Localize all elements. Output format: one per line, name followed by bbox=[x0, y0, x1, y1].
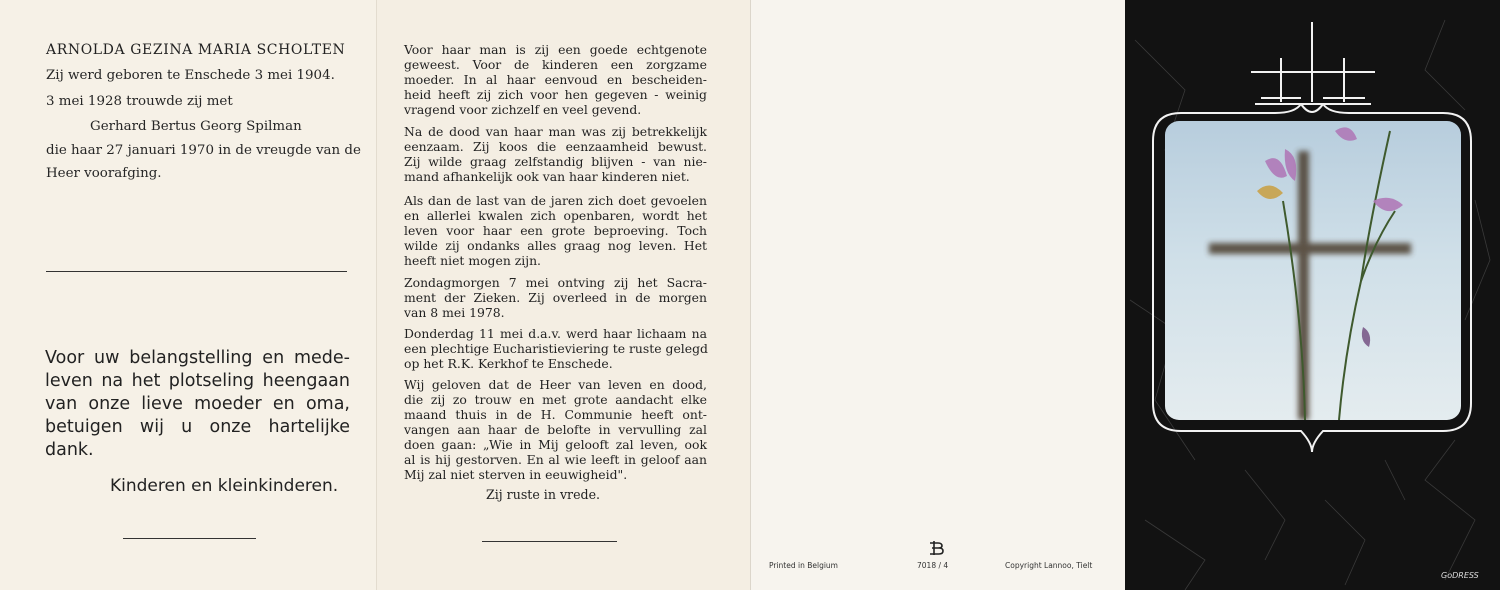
paragraph-line: vragend voor zichzelf en veel gevend. bbox=[404, 102, 642, 117]
paragraph-line: Na de dood van haar man was zij betrekkelijk bbox=[404, 124, 707, 139]
paragraph-line: Zondagmorgen 7 mei ontving zij het Sacra- bbox=[404, 275, 707, 290]
paragraph-line: heeft niet mogen zijn. bbox=[404, 253, 541, 268]
paragraph-line: wilde zij ondanks alles graag nog leven. Het bbox=[404, 238, 707, 253]
print-code: 7018 / 4 bbox=[917, 561, 949, 570]
paragraph-line: al is hij gestorven. En al wie leeft in geloof aan bbox=[404, 452, 707, 467]
paragraph bbox=[404, 326, 707, 371]
printed-in: Printed in Belgium bbox=[769, 561, 838, 570]
paragraph bbox=[404, 124, 707, 184]
publisher-logo-icon bbox=[928, 540, 946, 556]
thanks-line: dank. bbox=[45, 440, 94, 460]
paragraph-line: en allerlei kwalen zich openbaren, wordt het bbox=[404, 208, 707, 223]
thanks-line: betuigen wij u onze hartelijke bbox=[45, 417, 350, 437]
thanks-text bbox=[45, 347, 350, 462]
paragraph-line: ment der Zieken. Zij overleed in de morgen bbox=[404, 290, 707, 305]
copyright: Copyright Lannoo, Tielt bbox=[1005, 561, 1093, 570]
paragraph-line: Als dan de last van de jaren zich doet gevoelen bbox=[404, 193, 707, 208]
paragraph-line: leven voor haar een grote beproeving. Toch bbox=[404, 223, 707, 238]
paragraph bbox=[404, 275, 707, 320]
paragraph-line: maand thuis in de H. Communie heeft ont- bbox=[404, 407, 707, 422]
divider bbox=[46, 271, 347, 272]
paragraph-line: van 8 mei 1978. bbox=[404, 305, 505, 320]
paragraph-line: doen gaan: „Wie in Mij gelooft zal leven, ook bbox=[404, 437, 707, 452]
paragraph-line: Donderdag 11 mei d.a.v. werd haar lichaam na bbox=[404, 326, 707, 341]
deceased-name: ARNOLDA GEZINA MARIA SCHOLTEN bbox=[46, 42, 346, 58]
family-signature: Kinderen en kleinkinderen. bbox=[110, 476, 339, 496]
cover-photo bbox=[1165, 121, 1461, 420]
paragraph-line: Voor haar man is zij een goede echtgenote bbox=[404, 42, 707, 57]
back-panel bbox=[750, 0, 1125, 590]
paragraph bbox=[404, 193, 707, 268]
thanks-line: Voor uw belangstelling en mede- bbox=[45, 348, 350, 368]
paragraph bbox=[404, 42, 707, 117]
paragraph-line: vangen aan haar de belofte in vervulling zal bbox=[404, 422, 707, 437]
paragraph-line: Wij geloven dat de Heer van leven en dood, bbox=[404, 377, 707, 392]
husband-name: Gerhard Bertus Georg Spilman bbox=[90, 119, 302, 134]
paragraph-line: een plechtige Eucharistieviering te ruste gelegd bbox=[404, 341, 708, 356]
left-panel bbox=[0, 0, 376, 590]
paragraph bbox=[404, 377, 707, 482]
paragraph-line: Mij zal niet sterven in eeuwigheid". bbox=[404, 467, 628, 482]
paragraph-line: Zij wilde graag zelfstandig blijven - van nie- bbox=[404, 154, 707, 169]
paragraph-line: geweest. Voor de kinderen een zorgzame bbox=[404, 57, 707, 72]
birth-line: Zij werd geboren te Enschede 3 mei 1904. bbox=[46, 68, 335, 83]
thanks-line: leven na het plotseling heengaan bbox=[45, 371, 350, 391]
cross-and-flowers-image bbox=[1165, 121, 1461, 420]
paragraph-line: eenzaam. Zij koos die eenzaamheid bewust. bbox=[404, 139, 707, 154]
marriage-line: 3 mei 1928 trouwde zij met bbox=[46, 94, 233, 109]
divider bbox=[123, 538, 256, 539]
closing-line: Zij ruste in vrede. bbox=[486, 487, 601, 502]
paragraph-line: mand afhankelijk ook van haar kinderen niet. bbox=[404, 169, 690, 184]
husband-death-line-2: Heer voorafging. bbox=[46, 166, 162, 181]
husband-death-line: die haar 27 januari 1970 in de vreugde van de bbox=[46, 143, 361, 158]
divider bbox=[482, 541, 617, 542]
paragraph-line: die zij zo trouw en met grote aandacht elke bbox=[404, 392, 707, 407]
paragraph-line: moeder. In al haar eenvoud en bescheiden- bbox=[404, 72, 707, 87]
paragraph-line: heid heeft zij zich voor hen gegeven - weinig bbox=[404, 87, 707, 102]
paragraph-line: op het R.K. Kerkhof te Enschede. bbox=[404, 356, 613, 371]
artist-signature: GoDRESS bbox=[1441, 571, 1479, 580]
thanks-line: van onze lieve moeder en oma, bbox=[45, 394, 350, 414]
